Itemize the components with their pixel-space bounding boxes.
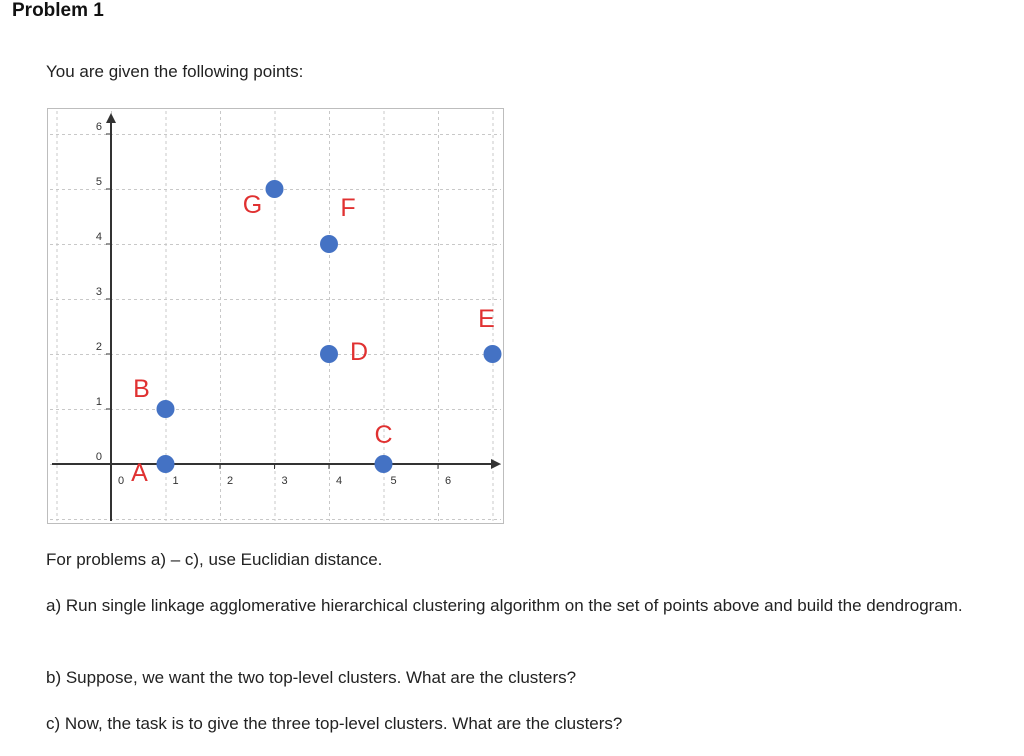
point-label-d: D [349, 338, 369, 366]
scatter-plot [47, 108, 504, 524]
x-tick-label: 5 [390, 475, 397, 487]
scatter-plot-svg [48, 109, 503, 523]
point-label-g: G [242, 191, 263, 219]
question-a: a) Run single linkage agglomerative hierarchical clustering algorithm on the set of points above and build the dendrogram. [46, 596, 963, 615]
point-label-a: A [131, 459, 148, 487]
x-tick-label: 1 [172, 475, 179, 487]
data-point-a [157, 455, 175, 473]
y-tick-label: 6 [95, 121, 102, 133]
x-axis-arrow-icon [491, 459, 501, 469]
distance-note: For problems a) – c), use Euclidian distance. [46, 550, 383, 569]
question-b: b) Suppose, we want the two top-level clusters. What are the clusters? [46, 668, 577, 687]
problem-heading: Problem 1 [12, 0, 104, 21]
y-tick-label: 2 [95, 341, 102, 353]
data-point-f [320, 235, 338, 253]
point-label-c: C [374, 421, 393, 449]
y-tick-label: 5 [95, 176, 102, 188]
y-tick-label: 0 [95, 451, 102, 463]
y-tick-label: 4 [95, 231, 102, 243]
point-label-f: F [340, 194, 356, 222]
point-label-b: B [133, 375, 150, 403]
point-label-e: E [478, 305, 495, 333]
intro-text: You are given the following points: [46, 62, 304, 81]
data-point-b [157, 400, 175, 418]
y-tick-label: 1 [95, 396, 102, 408]
data-point-e [484, 345, 502, 363]
data-point-g [266, 180, 284, 198]
x-tick-label: 4 [336, 475, 343, 487]
x-tick-label: 0 [118, 475, 125, 487]
data-point-c [375, 455, 393, 473]
x-tick-label: 3 [281, 475, 288, 487]
x-tick-label: 2 [227, 475, 234, 487]
question-c: c) Now, the task is to give the three top-level clusters. What are the clusters? [46, 714, 623, 733]
y-tick-label: 3 [95, 286, 102, 298]
y-axis-arrow-icon [106, 113, 116, 123]
data-point-d [320, 345, 338, 363]
x-tick-label: 6 [445, 475, 452, 487]
